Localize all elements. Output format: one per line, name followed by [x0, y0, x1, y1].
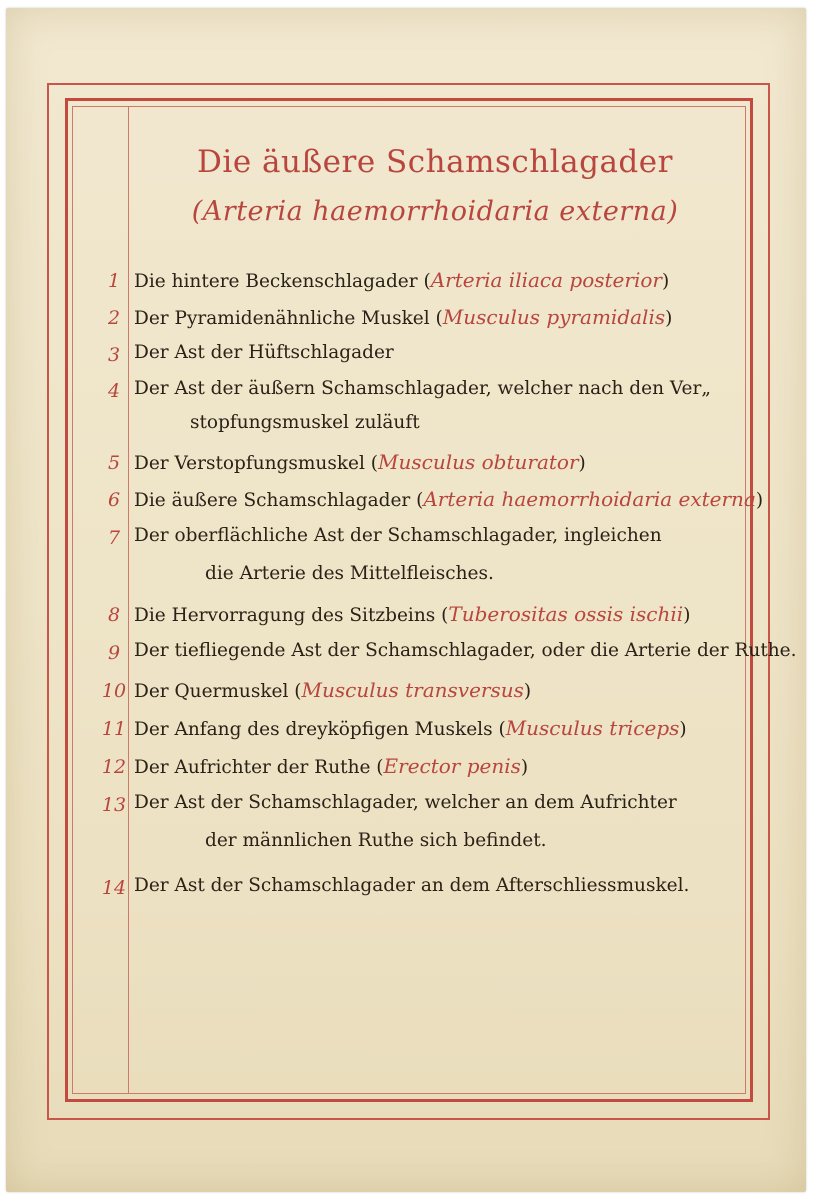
entry-line: [134, 305, 672, 329]
entry-latin-name: Musculus transversus: [301, 678, 524, 702]
entry-text: Der Ast der Hüftschlagader: [134, 342, 394, 363]
entry-line: [134, 487, 763, 511]
entry-line: [134, 792, 677, 813]
entry-latin-name: Musculus pyramidalis: [442, 305, 666, 329]
entry-latin-name: Musculus obturator: [378, 450, 579, 474]
entry-line: [134, 525, 662, 546]
entry-closing-paren: ): [683, 605, 691, 626]
entry-line: [134, 875, 689, 896]
entry-text: stopfungsmuskel zuläuft: [190, 412, 420, 433]
entry-closing-paren: ): [679, 719, 687, 740]
entry-line: [134, 602, 690, 626]
entry-latin-name: Arteria haemorrhoidaria externa: [423, 487, 756, 511]
entry-latin-name: Musculus triceps: [505, 716, 680, 740]
entry-closing-paren: ): [755, 490, 764, 511]
entry-latin-name: Arteria iliaca posterior: [430, 268, 662, 292]
inner-frame-border: [72, 106, 746, 1094]
entry-latin-name: Tuberositas ossis ischii: [448, 602, 684, 626]
entry-line: [190, 412, 420, 433]
entry-text: die Arterie des Mittelfleisches.: [205, 563, 494, 584]
entry-closing-paren: ): [578, 453, 586, 474]
entry-closing-paren: ): [523, 681, 532, 702]
entry-number: 2: [107, 307, 121, 329]
entry-number: 7: [107, 527, 121, 549]
entry-number: 12: [101, 756, 127, 778]
entry-number: 3: [107, 344, 121, 366]
entry-line: [134, 678, 531, 702]
page-subtitle: (Arteria haemorrhoidaria externa): [191, 196, 679, 227]
entry-text: Der Ast der äußern Schamschlagader, welcher nach den Ver„: [134, 378, 711, 399]
entry-number: 9: [107, 642, 121, 664]
entry-text: Der Ast der Schamschlagader an dem Afterschliessmuskel.: [134, 875, 690, 896]
number-margin-rule: [128, 106, 129, 1094]
entry-text: Der Verstopfungsmuskel (: [134, 453, 379, 474]
entry-line: [134, 378, 711, 399]
entry-text: Der Pyramidenähnliche Muskel (: [134, 308, 443, 329]
entry-text: Der oberflächliche Ast der Schamschlagader, ingleichen: [134, 525, 662, 546]
entry-text: Die äußere Schamschlagader (: [134, 490, 424, 511]
entry-line: [134, 342, 394, 363]
entry-text: Der tiefliegende Ast der Schamschlagader, oder die Arterie der Ruthe.: [134, 640, 797, 661]
entry-number: 14: [101, 877, 127, 899]
entry-line: [134, 268, 669, 292]
entry-latin-name: Erector penis: [383, 754, 521, 778]
entry-closing-paren: ): [665, 308, 673, 329]
entry-closing-paren: ): [520, 757, 529, 778]
entry-text: Die Hervorragung des Sitzbeins (: [134, 605, 449, 626]
entry-line: [205, 830, 547, 851]
entry-number: 11: [101, 718, 127, 740]
entry-closing-paren: ): [661, 271, 670, 292]
entry-number: 6: [107, 489, 121, 511]
entry-line: [134, 450, 586, 474]
entry-number: 1: [107, 270, 121, 292]
entry-number: 5: [107, 452, 121, 474]
page-title: Die äußere Schamschlagader: [197, 144, 673, 180]
entry-number: 4: [107, 380, 121, 402]
entry-line: [134, 754, 528, 778]
entry-text: Der Ast der Schamschlagader, welcher an dem Aufrichter: [134, 792, 677, 813]
entry-number: 8: [107, 604, 121, 626]
entry-text: Der Anfang des dreyköpfigen Muskels (: [134, 719, 506, 740]
entry-number: 10: [101, 680, 127, 702]
entry-text: Die hintere Beckenschlagader (: [134, 271, 431, 292]
entry-text: Der Aufrichter der Ruthe (: [134, 757, 384, 778]
entry-line: [205, 563, 494, 584]
entry-text: der männlichen Ruthe sich befindet.: [205, 830, 547, 851]
entry-text: Der Quermuskel (: [134, 681, 302, 702]
entry-line: [134, 640, 797, 661]
entry-number: 13: [101, 794, 127, 816]
entry-line: [134, 716, 687, 740]
